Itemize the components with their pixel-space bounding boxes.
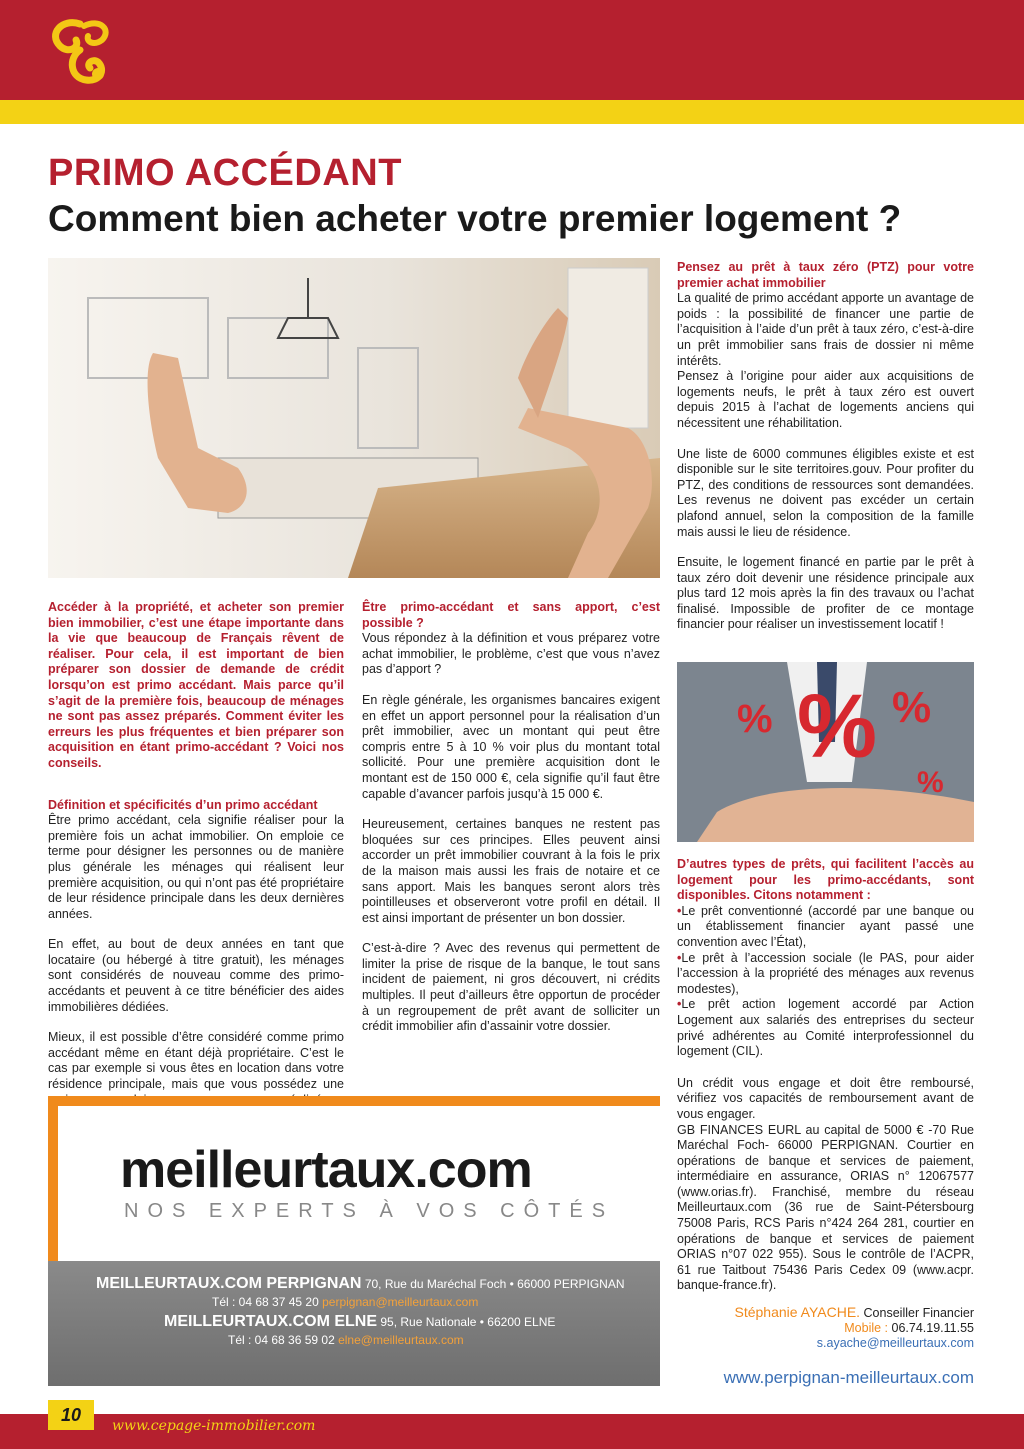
ad-accent bbox=[48, 1096, 58, 1266]
paragraph: Une liste de 6000 communes éligibles existe et est disponible sur le site territoires.gouv. Pour profiter du PTZ, des conditions de ressources sont demandées. Les revenus ne doivent pas excéder un certain plafond annuel, selon la composition de la famille mais aussi le lieu de résidence. bbox=[677, 446, 974, 539]
author-name: Stéphanie AYACHE. bbox=[734, 1304, 861, 1320]
footer-url[interactable]: www.cepage-immobilier.com bbox=[112, 1418, 316, 1434]
email-link[interactable]: elne@meilleurtaux.com bbox=[338, 1333, 464, 1347]
legal-notice: GB FINANCES EURL au capital de 5000 € -70 Rue Maréchal Foch- 66000 PERPIGNAN. Courtier en opérations de banque et services de paiement, intermédiaire en assurance, ORIAS n° 12067577 (www.orias.fr). Franchisé, membre du réseau Meilleurtaux.com (36 rue de Saint-Pétersbourg 75008 Paris, RCS Paris n°424 264 281, courtier en opérations de banque et services de paiement ORIAS n°07 022 955). Sous le contrôle de l’ACPR, 61 rue Taitbout 75436 Paris Cedex 09 (www.acpr. banque-france.fr). bbox=[677, 1122, 974, 1293]
paragraph: Un crédit vous engage et doit être remboursé, vérifiez vos capacités de remboursement avant de vous engager. bbox=[677, 1075, 974, 1121]
article-kicker: PRIMO ACCÉDANT bbox=[48, 152, 402, 194]
website-link[interactable]: www.perpignan-meilleurtaux.com bbox=[723, 1368, 974, 1387]
ad-agency-elne: MEILLEURTAUX.COM ELNE 95, Rue Nationale • 66200 ELNE bbox=[164, 1313, 556, 1330]
article-intro: Accéder à la propriété, et acheter son premier bien immobilier, c’est une étape importante dans la vie que beaucoup de Français rêvent de réaliser. Pour cela, il est important de bien préparer son dossier de demande de crédit lorsqu’on est primo accédant. Mais parce qu’il s’agit de la première fois, beaucoup de ménages ne sont pas assez préparés. Comment éviter les erreurs les plus fréquentes et bien préparer son acquisition en étant primo-accédant ? Voici nos conseils. bbox=[48, 600, 344, 770]
page-number: 10 bbox=[48, 1400, 94, 1430]
percent-icon bbox=[677, 662, 974, 842]
list-item: Le prêt conventionné (accordé par une banque ou un établissement financier ayant passé une convention avec l’État), bbox=[677, 903, 974, 949]
email-link[interactable]: perpignan@meilleurtaux.com bbox=[322, 1295, 479, 1309]
author-signature bbox=[677, 1305, 974, 1351]
header-stripe bbox=[0, 100, 1024, 124]
bullet-icon: • bbox=[677, 903, 682, 918]
advertisement bbox=[48, 1096, 660, 1386]
paragraph: Ensuite, le logement financé en partie par le prêt à taux zéro doit devenir une résidence principale aux plus tard 12 mois après la fin des travaux ou l’achat finalisé. Impossible de profiter de ce montage financier pour réaliser un investissement locatif ! bbox=[677, 555, 974, 632]
paragraph: Être primo accédant, cela signifie réaliser pour la première fois un achat immobilier. On emploie ce terme pour désigner les personnes ou de manière plus générale les ménages qui réalisent leur première acquisition, ou qui n’ont pas été propriétaire de leur résidence principale dans les deux dernières années. bbox=[48, 813, 344, 921]
bullet-icon: • bbox=[677, 950, 682, 965]
ad-contact-elne: Tél : 04 68 36 59 02 elne@meilleurtaux.com bbox=[228, 1333, 464, 1347]
article-title: Comment bien acheter votre premier logement ? bbox=[48, 198, 902, 239]
section-heading: Définition et spécificités d’un primo accédant bbox=[48, 797, 318, 812]
paragraph: Heureusement, certaines banques ne restent pas bloquées sur ces principes. Elles peuvent ainsi accorder un prêt immobilier couvrant à la fois le prix de la maison mais aussi les frais de notaire et ce sans apport. Mais les banques seront alors très pointilleuses et observeront votre profil en détail. Il est ainsi important de présenter un bon dossier. bbox=[362, 817, 660, 925]
ad-contact-perpignan: Tél : 04 68 37 45 20 perpignan@meilleurtaux.com bbox=[212, 1295, 479, 1309]
header-band bbox=[0, 0, 1024, 100]
column-left bbox=[48, 600, 344, 1139]
list-item: Le prêt action logement accordé par Action Logement aux salariés des entreprises du secteur privé adhérentes au Comité interprofessionnel du logement (CIL). bbox=[677, 997, 974, 1059]
ad-agency-perpignan: MEILLEURTAUX.COM PERPIGNAN 70, Rue du Maréchal Foch • 66000 PERPIGNAN bbox=[96, 1275, 625, 1292]
ad-contact-panel bbox=[48, 1261, 660, 1386]
column-right-bottom bbox=[677, 857, 974, 1309]
ad-logo: meilleurtaux.com bbox=[120, 1141, 532, 1199]
cepage-logo-icon bbox=[40, 14, 120, 90]
column-middle bbox=[362, 600, 660, 1050]
author-role: Conseiller Financier bbox=[863, 1306, 974, 1320]
paragraph: Mieux, il est possible d’être considéré comme primo accédant même en étant déjà propriétaire. C’est le cas par exemple si vous êtes en location dans votre résidence principale, mais que vous possédez une bbox=[48, 1030, 344, 1092]
paragraph: Vous répondez à la définition et vous préparez votre achat immobilier, le problème, c’est que vous n’avez pas d’apport ? bbox=[362, 631, 660, 677]
mobile-number: 06.74.19.11.55 bbox=[891, 1321, 974, 1335]
ad-tagline: NOS EXPERTS À VOS CÔTÉS bbox=[124, 1200, 615, 1222]
kitchen-photo bbox=[48, 258, 660, 578]
svg-text:%: % bbox=[917, 766, 944, 799]
paragraph: Pensez à l’origine pour aider aux acquisitions de logements neufs, le prêt à taux zéro est ouvert depuis 2015 à l’achat de logements anciens qui nécessitent une réhabilitation. bbox=[677, 369, 974, 430]
paragraph: C’est-à-dire ? Avec des revenus qui permettent de limiter la prise de risque de la banque, le tout sans incident de paiement, ni gros découvert, ni crédits multiples. Il peut d’ailleurs être opportun de procéder à un regroupement de prêt avant de solliciter un crédit immobilier afin d’assainir votre dossier. bbox=[362, 941, 660, 1034]
paragraph: En effet, au bout de deux années en tant que locataire (ou hébergé à titre gratuit), les ménages sont considérés de nouveau comme des primo-accédants et peuvent à ce titre bénéficier des aides immobilières dédiées. bbox=[48, 937, 344, 1014]
section-heading: Être primo-accédant et sans apport, c’est possible ? bbox=[362, 600, 660, 630]
svg-text:%: % bbox=[797, 677, 878, 777]
svg-text:%: % bbox=[737, 697, 773, 741]
svg-text:%: % bbox=[892, 683, 932, 732]
section-heading: D’autres types de prêts, qui facilitent l’accès au logement pour les primo-accédants, sont disponibles. Citons notamment : bbox=[677, 857, 974, 903]
paragraph: La qualité de primo accédant apporte un avantage de poids : la possibilité de financer une partie de l’acquisition à l’aide d’un prêt à taux zéro, c’est-à-dire un prêt immobilier sans frais de dossier ni même intérêts. bbox=[677, 291, 974, 368]
bullet-icon: • bbox=[677, 997, 682, 1012]
author-email[interactable]: s.ayache@meilleurtaux.com bbox=[816, 1336, 974, 1350]
ad-accent bbox=[48, 1096, 660, 1106]
column-right-top bbox=[677, 260, 974, 648]
paragraph: En règle générale, les organismes bancaires exigent en effet un apport personnel pour la réalisation d’un prêt immobilier, avec un montant qui peut être compris entre 5 à 10 % voir plus du montant total sollicité. Pour une première acquisition dont le montant est de 150 000 €, cela signifie qu’il faut être capable d’avancer parfois jusqu’à 15 000 €. bbox=[362, 692, 660, 801]
list-item: Le prêt à l’accession sociale (le PAS, pour aider l’accession à la propriété des ménages aux revenus modestes), bbox=[677, 950, 974, 996]
mobile-label: Mobile : bbox=[844, 1321, 889, 1335]
section-heading: Pensez au prêt à taux zéro (PTZ) pour votre premier achat immobilier bbox=[677, 260, 974, 290]
